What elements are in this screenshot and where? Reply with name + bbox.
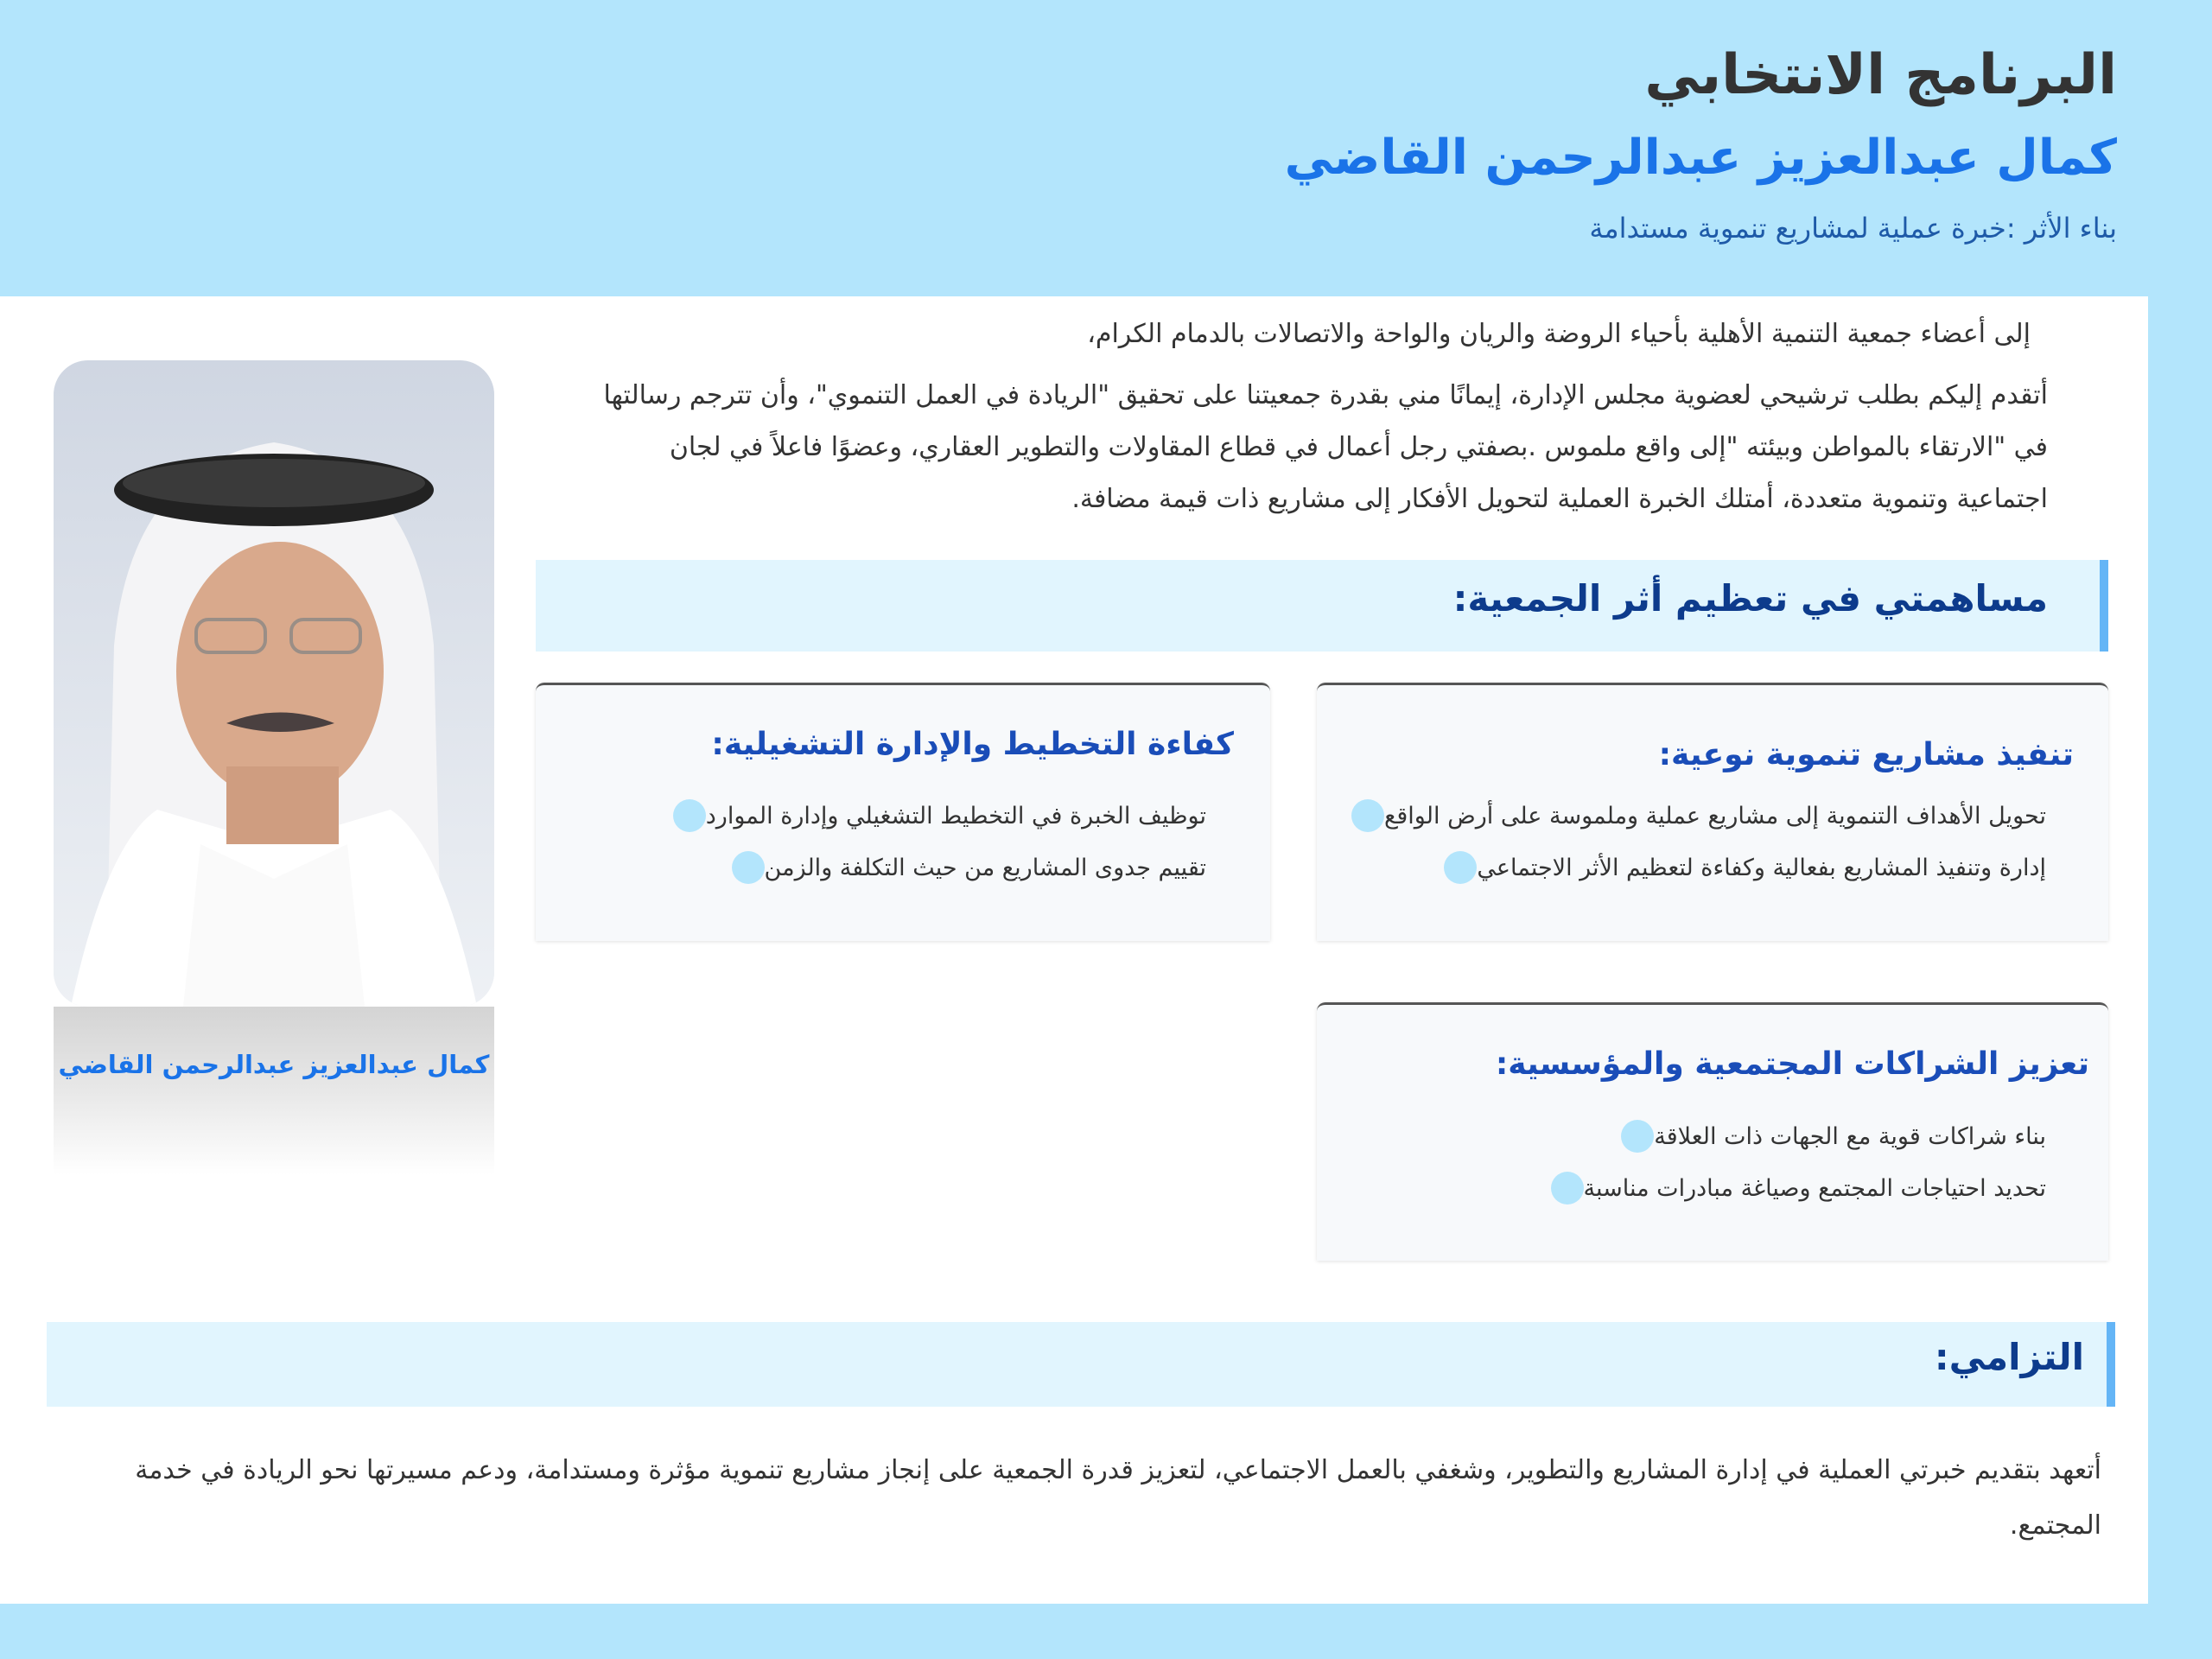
contributions-heading: مساهمتي في تعظيم أثر الجمعية:	[1452, 577, 2048, 620]
contribution-card	[536, 683, 1270, 941]
bullet-icon	[673, 799, 706, 832]
bullet-icon	[1351, 799, 1384, 832]
bullet-icon	[1551, 1172, 1584, 1205]
bullet-icon	[1444, 851, 1477, 884]
page-title: البرنامج الانتخابي	[1644, 43, 2117, 107]
photo-caption-box	[54, 1007, 494, 1175]
tagline: بناء الأثر :خبرة عملية لمشاريع تنموية مستدامة	[1589, 212, 2117, 245]
photo-caption: كمال عبدالعزيز عبدالرحمن القاضي	[58, 1050, 490, 1079]
bullet-icon	[732, 851, 765, 884]
commitment-heading: التزامي:	[1934, 1336, 2084, 1378]
accent-bar	[2107, 1322, 2115, 1407]
card-title: كفاءة التخطيط والإدارة التشغيلية:	[711, 727, 1234, 762]
list-item-text: بناء شراكات قوية مع الجهات ذات العلاقة	[1654, 1122, 2046, 1150]
list-item	[732, 850, 1234, 885]
list-item	[1621, 1119, 2074, 1154]
commitment-heading-band	[47, 1322, 2115, 1407]
contribution-card	[1317, 1002, 2108, 1261]
commitment-text: أتعهد بتقديم خبرتي العملية في إدارة المشاريع والتطوير، وشغفي بالعمل الاجتماعي، لتعزيز قدرة الجمعية على إنجاز مشاريع تنموية مؤثرة ومستدامة، ودعم مسيرتها نحو الريادة في خدمة المجتمع.	[135, 1455, 2101, 1541]
list-item-text: تحديد احتياجات المجتمع وصياغة مبادرات مناسبة	[1583, 1174, 2046, 1202]
contribution-card	[1317, 683, 2108, 941]
bullet-icon	[1621, 1120, 1654, 1153]
candidate-name: كمال عبدالعزيز عبدالرحمن القاضي	[1284, 130, 2117, 186]
list-item	[673, 798, 1234, 833]
intro-body: أتقدم إليكم بطلب ترشيحي لعضوية مجلس الإدارة، إيمانًا مني بقدرة جمعيتنا على تحقيق "الريادة في العمل التنموي"، وأن تترجم رسالتها في "الارتقاء بالمواطن وبيئته "إلى واقع ملموس .بصفتي رجل أعمال في قطاع المقاولات والتطوير العقاري، وعضوًا فاعلاً في لجان اجتماعية وتنموية متعددة، أمتلك الخبرة العملية لتحويل الأفكار إلى مشاريع ذات قيمة مضافة.	[603, 380, 2048, 514]
list-item-text: إدارة وتنفيذ المشاريع بفعالية وكفاءة لتعظيم الأثر الاجتماعي	[1477, 854, 2046, 881]
contributions-heading-band	[536, 560, 2108, 652]
candidate-photo	[54, 360, 494, 1007]
list-item	[1351, 798, 2074, 833]
list-item	[1444, 850, 2074, 885]
card-title: تعزيز الشراكات المجتمعية والمؤسسية:	[1495, 1046, 2089, 1082]
header-band	[0, 0, 2212, 296]
accent-bar	[2100, 560, 2108, 652]
card-title: تنفيذ مشاريع تنموية نوعية:	[1658, 737, 2074, 772]
list-item	[1551, 1171, 2075, 1205]
list-item-text: تقييم جدوى المشاريع من حيث التكلفة والزمن	[764, 854, 1206, 881]
intro-greeting: إلى أعضاء جمعية التنمية الأهلية بأحياء الروضة والريان والواحة والاتصالات بالدمام الكرام،	[1087, 319, 2031, 349]
list-item-text: توظيف الخبرة في التخطيط التشغيلي وإدارة الموارد	[705, 802, 1206, 830]
list-item-text: تحويل الأهداف التنموية إلى مشاريع عملية وملموسة على أرض الواقع	[1384, 802, 2046, 830]
